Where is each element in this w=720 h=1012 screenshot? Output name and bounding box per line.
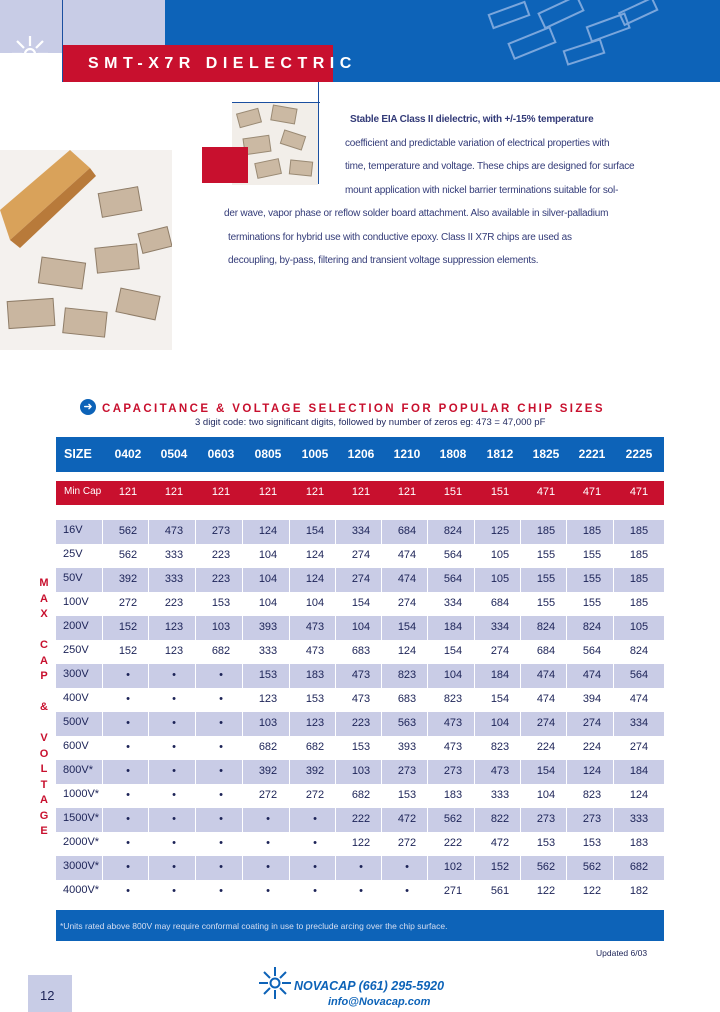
updated-date: Updated 6/03 [596,948,648,958]
capacitance-cell: 273 [536,813,556,825]
column-separator [242,520,243,904]
capacitance-cell: • [313,861,317,873]
capacitance-cell: 333 [629,813,649,825]
dielectric-description [224,108,648,273]
min-cap-value: 471 [629,486,649,498]
capacitance-cell: 185 [582,525,602,537]
page-number: 12 [40,988,55,1003]
capacitance-cell: 273 [443,765,463,777]
capacitance-cell: 272 [258,789,278,801]
capacitance-cell: • [266,885,270,897]
description-line: mount application with nickel barrier terminations suitable for sol- [345,184,619,196]
footnote-text: *Units rated above 800V may require conformal coating in use to preclude arcing over the chip surface. [60,921,448,931]
capacitance-cell: 155 [582,573,602,585]
capacitance-cell: 182 [629,885,649,897]
capacitance-cell: • [126,837,130,849]
capacitance-cell: • [172,741,176,753]
capacitance-cell: 333 [490,789,510,801]
capacitance-cell: • [126,789,130,801]
size-label: SIZE [64,447,92,461]
capacitance-cell: • [359,885,363,897]
capacitance-cell: • [405,885,409,897]
novacap-logo-icon [8,32,52,76]
capacitance-cell: • [126,885,130,897]
capacitance-cell: • [266,813,270,825]
voltage-label: 250V [63,644,89,656]
capacitance-cell: 824 [629,645,649,657]
capacitance-cell: 473 [443,741,463,753]
capacitance-cell: 561 [490,885,510,897]
capacitance-cell: 154 [443,645,463,657]
capacitance-cell: 155 [536,597,556,609]
min-cap-value: 121 [211,486,231,498]
capacitance-cell: 104 [258,597,278,609]
capacitance-cell: 822 [490,813,510,825]
capacitance-cell: 473 [443,717,463,729]
capacitance-cell: 683 [351,645,371,657]
description-line: coefficient and predictable variation of electrical properties with [345,137,610,149]
capacitance-cell: • [172,669,176,681]
capacitance-cell: 272 [397,837,417,849]
capacitance-cell: 474 [629,693,649,705]
capacitance-cell: 684 [536,645,556,657]
column-separator [520,520,521,904]
chip-illustration [470,0,720,82]
voltage-label: 25V [63,548,83,560]
size-column-header: 1206 [347,447,375,461]
capacitance-cell: 155 [582,597,602,609]
capacitance-cell: • [359,861,363,873]
column-separator [474,520,475,904]
capacitance-cell: 104 [258,573,278,585]
capacitance-cell: 274 [351,573,371,585]
capacitance-cell: 123 [164,645,184,657]
capacitance-cell: 103 [211,621,231,633]
voltage-label: 16V [63,524,83,536]
capacitance-cell: • [219,837,223,849]
capacitance-cell: 274 [397,597,417,609]
capacitance-cell: 334 [629,717,649,729]
capacitance-cell: 183 [305,669,325,681]
capacitance-cell: 224 [536,741,556,753]
capacitance-cell: • [126,693,130,705]
capacitance-cell: 153 [582,837,602,849]
capacitance-cell: 274 [490,645,510,657]
capacitance-cell: 223 [164,597,184,609]
capacitance-cell: 823 [443,693,463,705]
min-cap-value: 121 [397,486,417,498]
capacitance-cell: 392 [118,573,138,585]
capacitance-cell: 124 [629,789,649,801]
capacitance-cell: 683 [397,693,417,705]
capacitance-cell: 333 [164,573,184,585]
voltage-label: 4000V* [63,884,100,896]
size-header-row [56,437,664,472]
capacitance-cell: 155 [536,549,556,561]
capacitance-cell: 333 [258,645,278,657]
capacitance-cell: 152 [490,861,510,873]
column-separator [381,520,382,904]
capacitance-cell: • [266,837,270,849]
capacitance-cell: 473 [351,669,371,681]
section-title: CAPACITANCE & VOLTAGE SELECTION FOR POPULAR CHIP SIZES [102,403,605,415]
capacitance-cell: 274 [629,741,649,753]
capacitance-cell: • [172,861,176,873]
column-separator [613,520,614,904]
capacitance-cell: 682 [211,645,231,657]
capacitance-cell: 272 [118,597,138,609]
capacitance-cell: 272 [305,789,325,801]
capacitance-cell: 823 [582,789,602,801]
capacitance-cell: 185 [629,549,649,561]
size-column-header: 0402 [114,447,142,461]
voltage-label: 1500V* [63,812,100,824]
capacitance-cell: 123 [164,621,184,633]
capacitance-cell: 104 [443,669,463,681]
min-cap-value: 121 [305,486,325,498]
size-column-header: 1825 [532,447,560,461]
min-cap-value: 151 [490,486,510,498]
size-column-header: 2221 [578,447,606,461]
capacitance-cell: 153 [211,597,231,609]
capacitance-cell: 474 [582,669,602,681]
capacitance-cell: 273 [582,813,602,825]
capacitance-cell: • [172,885,176,897]
capacitance-cell: 473 [351,693,371,705]
capacitance-cell: 224 [582,741,602,753]
capacitance-cell: 564 [582,645,602,657]
capacitance-cell: 122 [351,837,371,849]
capacitance-cell: 563 [397,717,417,729]
voltage-label: 50V [63,572,83,584]
capacitance-cell: 473 [305,645,325,657]
capacitance-cell: 823 [397,669,417,681]
capacitance-cell: • [219,693,223,705]
capacitance-cell: 564 [443,549,463,561]
capacitance-cell: 682 [258,741,278,753]
size-column-header: 2225 [625,447,653,461]
capacitance-cell: 562 [582,861,602,873]
min-cap-value: 121 [164,486,184,498]
contact-email[interactable]: info@Novacap.com [328,996,431,1008]
capacitance-cell: 682 [351,789,371,801]
capacitance-cell: • [126,669,130,681]
column-separator [427,520,428,904]
capacitance-cell: 103 [258,717,278,729]
capacitance-cell: 823 [490,741,510,753]
column-separator [102,520,103,904]
capacitance-cell: 185 [629,573,649,585]
capacitance-cell: 334 [490,621,510,633]
column-separator [195,520,196,904]
capacitance-cell: • [172,693,176,705]
capacitance-cell: 154 [397,621,417,633]
capacitance-cell: 564 [629,669,649,681]
capacitance-cell: • [219,885,223,897]
chip-photo-large [0,150,172,350]
voltage-label: 400V [63,692,89,704]
capacitance-cell: 562 [536,861,556,873]
capacitance-cell: 154 [490,693,510,705]
capacitance-cell: 124 [397,645,417,657]
capacitance-cell: 105 [490,573,510,585]
capacitance-cell: 271 [443,885,463,897]
capacitance-cell: 102 [443,861,463,873]
capacitance-cell: • [126,765,130,777]
capacitance-cell: 184 [490,669,510,681]
capacitance-cell: 393 [258,621,278,633]
capacitance-cell: 153 [536,837,556,849]
capacitance-cell: 684 [490,597,510,609]
capacitance-cell: 472 [397,813,417,825]
size-column-header: 1005 [301,447,329,461]
min-cap-value: 121 [258,486,278,498]
capacitance-cell: • [219,813,223,825]
capacitance-cell: • [172,789,176,801]
capacitance-cell: 185 [629,597,649,609]
capacitance-cell: 153 [397,789,417,801]
capacitance-cell: 273 [397,765,417,777]
capacitance-cell: 824 [443,525,463,537]
capacitance-cell: • [219,789,223,801]
voltage-label: 2000V* [63,836,100,848]
capacitance-cell: 124 [305,549,325,561]
capacitance-cell: 334 [351,525,371,537]
capacitance-cell: • [172,813,176,825]
description-line: decoupling, by-pass, filtering and transient voltage suppression elements. [228,255,539,266]
capacitance-cell: 222 [443,837,463,849]
capacitance-cell: 824 [582,621,602,633]
capacitance-cell: 104 [351,621,371,633]
column-separator [289,520,290,904]
capacitance-cell: • [172,837,176,849]
capacitance-cell: 122 [536,885,556,897]
capacitance-cell: 682 [629,861,649,873]
capacitance-cell: 333 [164,549,184,561]
capacitance-cell: 153 [351,741,371,753]
capacitance-cell: 154 [536,765,556,777]
capacitance-cell: 104 [536,789,556,801]
description-line: time, temperature and voltage. These chips are designed for surface [345,161,635,172]
capacitance-cell: 124 [305,573,325,585]
capacitance-cell: 222 [351,813,371,825]
capacitance-cell: • [219,717,223,729]
size-column-header: 0805 [254,447,282,461]
novacap-logo-icon [256,964,294,1002]
capacitance-cell: 184 [443,621,463,633]
min-cap-label: Min Cap [64,486,102,497]
page-title: SMT-X7R DIELECTRIC [88,55,357,72]
capacitance-cell: 393 [397,741,417,753]
capacitance-cell: 392 [258,765,278,777]
capacitance-cell: 474 [536,669,556,681]
voltage-label: 300V [63,668,89,680]
capacitance-cell: 394 [582,693,602,705]
capacitance-cell: • [172,717,176,729]
capacitance-cell: 104 [305,597,325,609]
voltage-label: 3000V* [63,860,100,872]
capacitance-cell: 183 [629,837,649,849]
capacitance-cell: 105 [629,621,649,633]
description-line: Stable EIA Class II dielectric, with +/-15% temperature [350,114,594,125]
footnote-band [56,910,664,941]
capacitance-cell: 104 [490,717,510,729]
min-cap-value: 471 [536,486,556,498]
capacitance-cell: 223 [211,573,231,585]
min-cap-value: 121 [351,486,371,498]
min-cap-value: 151 [443,486,463,498]
capacitance-cell: • [219,765,223,777]
capacitance-cell: 103 [351,765,371,777]
capacitance-cell: 152 [118,621,138,633]
capacitance-cell: 564 [443,573,463,585]
capacitance-cell: 223 [211,549,231,561]
capacitance-cell: 334 [443,597,463,609]
contact-phone: NOVACAP (661) 295-5920 [294,979,445,993]
capacitance-cell: • [313,885,317,897]
capacitance-cell: 392 [305,765,325,777]
size-column-header: 1812 [486,447,514,461]
capacitance-cell: 824 [536,621,556,633]
capacitance-cell: 124 [258,525,278,537]
voltage-label: 200V [63,620,89,632]
capacitance-cell: • [172,765,176,777]
capacitance-cell: 153 [305,693,325,705]
capacitance-cell: • [313,813,317,825]
size-column-header: 0603 [207,447,235,461]
capacitance-cell: • [219,861,223,873]
capacitance-cell: 562 [118,525,138,537]
capacitance-cell: 123 [305,717,325,729]
min-cap-value: 471 [582,486,602,498]
voltage-label: 100V [63,596,89,608]
capacitance-cell: 155 [536,573,556,585]
capacitance-cell: • [126,741,130,753]
section-subtitle: 3 digit code: two significant digits, followed by number of zeros eg: 473 = 47,000 pF [195,417,546,428]
capacitance-cell: 122 [582,885,602,897]
capacitance-cell: 124 [582,765,602,777]
capacitance-cell: • [126,861,130,873]
capacitance-cell: 473 [305,621,325,633]
max-cap-voltage-label: M A X C A P & V O L T A G E [39,577,49,837]
capacitance-cell: 562 [443,813,463,825]
capacitance-cell: 682 [305,741,325,753]
capacitance-cell: 274 [351,549,371,561]
voltage-label: 800V* [63,764,93,776]
min-cap-row [56,481,664,505]
capacitance-cell: 274 [582,717,602,729]
description-line: der wave, vapor phase or reflow solder board attachment. Also available in silver-palladium [224,208,609,219]
capacitance-cell: 105 [490,549,510,561]
capacitance-cell: 684 [397,525,417,537]
size-column-header: 1808 [439,447,467,461]
capacitance-cell: 273 [211,525,231,537]
capacitance-cell: 223 [351,717,371,729]
capacitance-cell: 472 [490,837,510,849]
capacitance-cell: • [126,813,130,825]
column-separator [148,520,149,904]
capacitance-cell: 104 [258,549,278,561]
description-line: terminations for hybrid use with conductive epoxy. Class II X7R chips are used as [228,231,572,243]
capacitance-cell: 274 [536,717,556,729]
capacitance-cell: 473 [164,525,184,537]
capacitance-cell: 183 [443,789,463,801]
capacitance-cell: • [126,717,130,729]
capacitance-cell: 473 [490,765,510,777]
capacitance-cell: • [313,837,317,849]
capacitance-cell: 562 [118,549,138,561]
capacitance-cell: 154 [305,525,325,537]
capacitance-cell: • [219,669,223,681]
capacitance-cell: 474 [397,549,417,561]
arrow-bullet-icon: ➜ [80,399,96,415]
capacitance-cell: 154 [351,597,371,609]
capacitance-cell: 185 [629,525,649,537]
voltage-label: 1000V* [63,788,100,800]
size-column-header: 1210 [393,447,421,461]
size-column-header: 0504 [160,447,188,461]
min-cap-value: 121 [118,486,138,498]
capacitance-cell: 153 [258,669,278,681]
capacitance-cell: 152 [118,645,138,657]
capacitance-cell: • [405,861,409,873]
capacitance-cell: 184 [629,765,649,777]
capacitance-cell: • [266,861,270,873]
voltage-label: 600V [63,740,89,752]
capacitance-cell: 185 [536,525,556,537]
capacitance-cell: 123 [258,693,278,705]
capacitance-cell: 155 [582,549,602,561]
capacitance-cell: 125 [490,525,510,537]
capacitance-cell: 474 [536,693,556,705]
voltage-label: 500V [63,716,89,728]
capacitance-cell: • [219,741,223,753]
capacitance-cell: 474 [397,573,417,585]
column-separator [335,520,336,904]
column-separator [566,520,567,904]
